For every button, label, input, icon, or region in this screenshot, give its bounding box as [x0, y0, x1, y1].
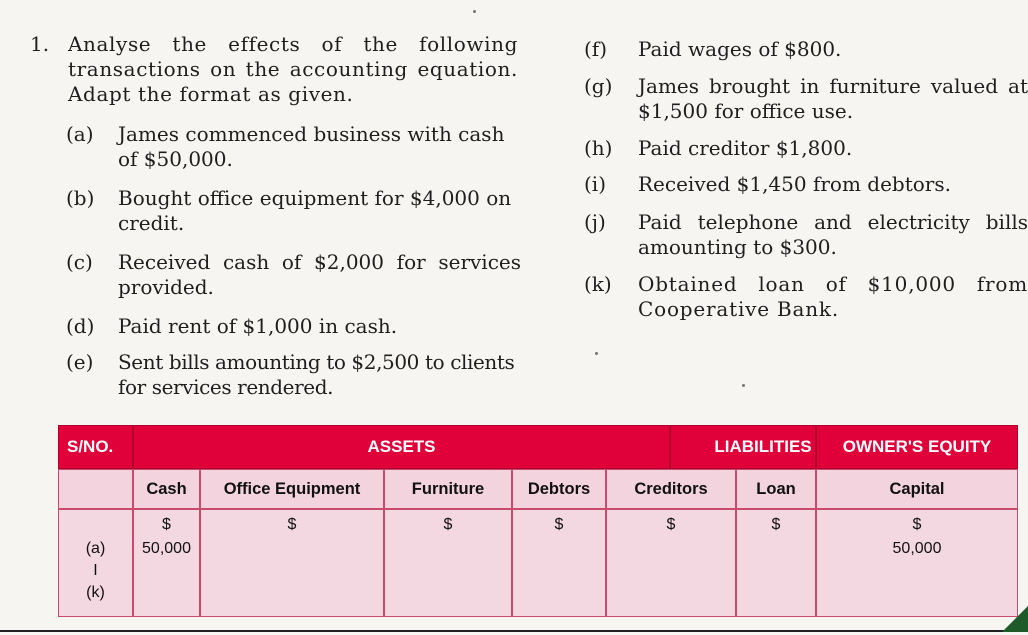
transaction-text: Received cash of $2,000 for services provided.	[118, 250, 521, 299]
currency-symbol: $	[771, 516, 781, 533]
cell-office-equipment	[200, 509, 384, 617]
cell-furniture	[384, 509, 512, 617]
transaction-text: Paid telephone and electricity bills amounting to $300.	[638, 210, 1028, 259]
currency-symbol: $	[666, 516, 676, 533]
transaction-j	[584, 210, 1028, 260]
transaction-text: Received $1,450 from debtors.	[638, 172, 951, 196]
page-speck	[473, 10, 476, 13]
page-speck	[742, 384, 745, 387]
transaction-c	[66, 250, 521, 300]
transaction-f	[584, 37, 1028, 62]
column-office-equipment: Office Equipment	[200, 469, 384, 509]
transaction-d	[66, 314, 521, 339]
transaction-label: (g)	[584, 74, 613, 98]
transaction-label: (c)	[66, 250, 93, 274]
transaction-label: (d)	[66, 314, 95, 338]
transaction-label: (b)	[66, 186, 95, 210]
column-loan: Loan	[736, 469, 816, 509]
transaction-i	[584, 172, 1028, 197]
page-corner	[1002, 606, 1028, 632]
transaction-label: (i)	[584, 172, 607, 196]
transaction-text: Sent bills amounting to $2,500 to clients for services rendered.	[118, 350, 515, 399]
transaction-text: James brought in furniture valued at $1,500 for office use.	[638, 74, 1028, 123]
row-label-start: (a)	[85, 540, 106, 557]
currency-symbol: $	[443, 516, 453, 533]
transaction-label: (f)	[584, 37, 608, 61]
question-intro: Analyse the effects of the following transactions on the accounting equation. Adapt the format as given.	[68, 32, 518, 106]
column-cash: Cash	[133, 469, 200, 509]
cell-capital	[816, 509, 1018, 617]
cell-debtors	[512, 509, 606, 617]
transaction-label: (k)	[584, 272, 612, 296]
transaction-h	[584, 136, 1028, 161]
cash-value: 50,000	[142, 540, 191, 557]
capital-value: 50,000	[892, 540, 942, 557]
page-speck	[595, 352, 598, 355]
header-owners-equity: OWNER'S EQUITY	[816, 425, 1018, 469]
transaction-label: (j)	[584, 210, 606, 234]
transaction-label: (a)	[66, 122, 94, 146]
transaction-text: Paid wages of $800.	[638, 37, 842, 61]
transaction-text: James commenced business with cash of $50,000.	[118, 122, 505, 171]
currency-symbol: $	[554, 516, 564, 533]
accounting-equation-table	[58, 425, 1018, 617]
transaction-e	[66, 350, 521, 400]
transaction-label: (e)	[66, 350, 94, 374]
header-assets: ASSETS	[133, 425, 670, 469]
transaction-k	[584, 272, 1028, 322]
transaction-text: Obtained loan of $10,000 from Cooperative Bank.	[638, 272, 1028, 321]
cell-sno	[58, 509, 133, 617]
column-capital: Capital	[816, 469, 1018, 509]
transaction-b	[66, 186, 521, 236]
transaction-label: (h)	[584, 136, 613, 160]
currency-symbol: $	[162, 516, 171, 533]
currency-symbol: $	[287, 516, 297, 533]
header-liabilities: LIABILITIES	[670, 425, 816, 469]
transaction-text: Paid creditor $1,800.	[638, 136, 853, 160]
cell-loan	[736, 509, 816, 617]
column-creditors: Creditors	[606, 469, 736, 509]
cell-cash	[133, 509, 200, 617]
page-edge	[0, 630, 1028, 632]
transaction-g	[584, 74, 1028, 124]
cell-creditors	[606, 509, 736, 617]
column-furniture: Furniture	[384, 469, 512, 509]
header-sno: S/NO.	[58, 425, 133, 469]
row-label-dash: I	[93, 562, 98, 579]
transaction-text: Bought office equipment for $4,000 on credit.	[118, 186, 512, 235]
row-label-end: (k)	[86, 584, 105, 601]
subheader-blank	[58, 469, 133, 509]
question-number: 1.	[30, 32, 50, 56]
currency-symbol: $	[912, 516, 922, 533]
transaction-a	[66, 122, 521, 172]
column-debtors: Debtors	[512, 469, 606, 509]
transaction-text: Paid rent of $1,000 in cash.	[118, 314, 398, 338]
